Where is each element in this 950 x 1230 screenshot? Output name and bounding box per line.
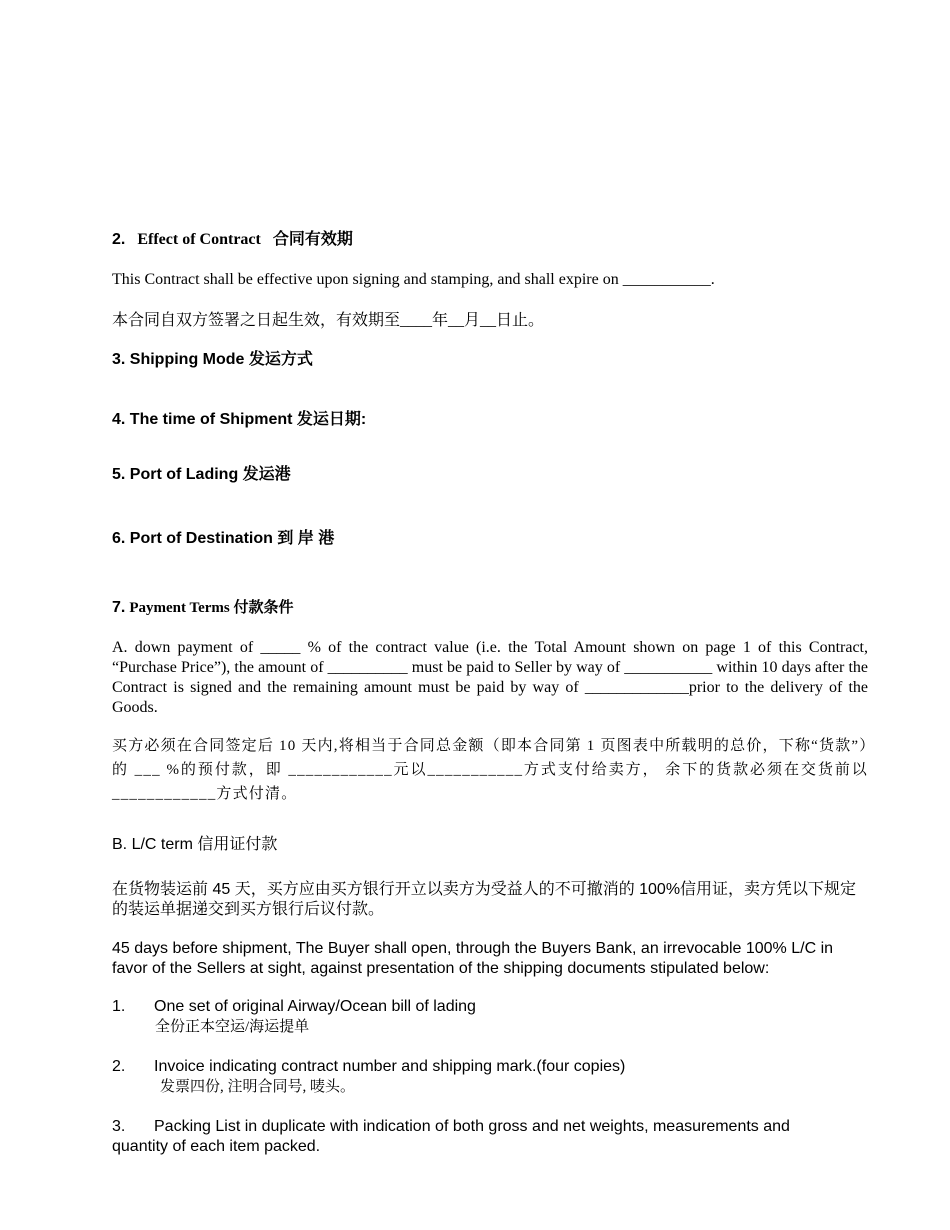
list-item-number: 3. (112, 1118, 126, 1135)
section-5-port-of-lading: 5. Port of Lading 发运港 (112, 466, 291, 483)
effect-paragraph-cn: 本合同自双方签署之日起生效，有效期至____年__月__日止。 (112, 312, 545, 329)
payment-b-heading: B. L/C term 信用证付款 (112, 836, 278, 853)
list-item-text-en: Invoice indicating contract number and shipping mark.(four copies) (154, 1058, 626, 1075)
section-6-port-of-destination: 6. Port of Destination 到 岸 港 (112, 530, 335, 547)
list-item-text-en: Packing List in duplicate with indication of both gross and net weights, measurements and quantity of each item packed. (112, 1118, 790, 1155)
section-2-title-en: Effect of Contract (137, 231, 261, 248)
payment-b-paragraph-cn: 在货物装运前 45 天，买方应由买方银行开立以卖方为受益人的不可撤消的 100%信用证，卖方凭以下规定的装运单据递交到买方银行后议付款。 (112, 881, 857, 918)
payment-a-paragraph-en: A. down payment of _____ % of the contract value (i.e. the Total Amount shown on page 1 of this Contract, “Purchase Price”), the amount of __________ must be paid to Seller by way of ___________ within 10 days after the Contract is signed and the remaining amount must be paid by way of _____________prior to the delivery of the Goods. (112, 639, 868, 716)
section-7-heading (112, 598, 868, 618)
section-2-title-cn: 合同有效期 (272, 231, 353, 248)
section-3-shipping-mode: 3. Shipping Mode 发运方式 (112, 351, 313, 368)
section-7-number: 7. (112, 599, 126, 616)
payment-b-paragraph-en: 45 days before shipment, The Buyer shall open, through the Buyers Bank, an irrevocable 100% L/C in favor of the Sellers at sight, against presentation of the shipping documents stipulated below: (112, 940, 834, 977)
list-item-number: 2. (112, 1058, 126, 1075)
payment-a-paragraph-cn: 买方必须在合同签定后 10 天内,将相当于合同总金额（即本合同第 1 页图表中所载明的总价，下称“货款”）的 ___ %的预付款，即 ____________元以___________方式支付给卖方， 余下的货款必须在交货前以____________方式付清。 (112, 738, 868, 802)
section-2-heading (112, 230, 868, 250)
list-item-text-en: One set of original Airway/Ocean bill of lading (154, 998, 476, 1015)
effect-paragraph-en: This Contract shall be effective upon signing and stamping, and shall expire on ___________. (112, 271, 715, 288)
section-7-title: Payment Terms 付款条件 (129, 600, 294, 616)
document-list-item (112, 1117, 868, 1159)
section-2-number: 2. (112, 231, 126, 248)
list-item-number: 1. (112, 998, 126, 1015)
list-item-text-cn: 全份正本空运/海运提单 (155, 1019, 310, 1035)
section-4-shipment-time: 4. The time of Shipment 发运日期: (112, 411, 367, 428)
list-item-text-cn: 发票四份, 注明合同号, 唛头。 (160, 1079, 356, 1095)
